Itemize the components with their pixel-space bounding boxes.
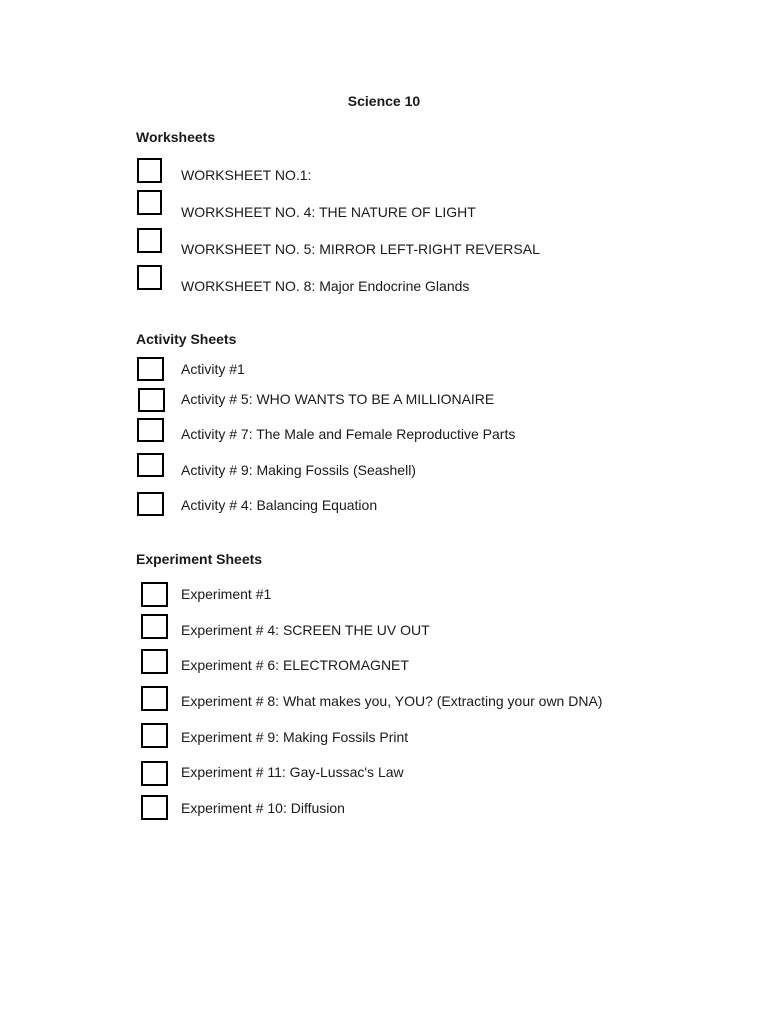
checkbox-experiment-2[interactable]: [141, 614, 168, 639]
checkbox-worksheet-3[interactable]: [137, 228, 162, 253]
item-label-experiment-3: Experiment # 6: ELECTROMAGNET: [181, 657, 409, 673]
checkbox-activity-5[interactable]: [137, 492, 164, 516]
checkbox-worksheet-1[interactable]: [137, 158, 162, 183]
item-label-experiment-7: Experiment # 10: Diffusion: [181, 800, 345, 816]
item-label-experiment-5: Experiment # 9: Making Fossils Print: [181, 729, 409, 745]
checkbox-worksheet-4[interactable]: [137, 265, 162, 290]
checkbox-experiment-3[interactable]: [141, 649, 168, 674]
checkbox-experiment-7[interactable]: [141, 795, 168, 820]
item-label-experiment-4: Experiment # 8: What makes you, YOU? (Extracting your own DNA): [181, 693, 603, 709]
checkbox-experiment-4[interactable]: [141, 686, 168, 711]
item-label-worksheet-4: WORKSHEET NO. 8: Major Endocrine Glands: [181, 278, 470, 294]
item-label-experiment-2: Experiment # 4: SCREEN THE UV OUT: [181, 622, 430, 638]
item-label-experiment-1: Experiment #1: [181, 586, 272, 602]
item-label-worksheet-2: WORKSHEET NO. 4: THE NATURE OF LIGHT: [181, 204, 476, 220]
checkbox-worksheet-2[interactable]: [137, 190, 162, 215]
checkbox-activity-4[interactable]: [137, 453, 164, 477]
checkbox-experiment-5[interactable]: [141, 723, 168, 748]
item-label-activity-3: Activity # 7: The Male and Female Reproductive Parts: [181, 426, 516, 442]
item-label-activity-2: Activity # 5: WHO WANTS TO BE A MILLIONAIRE: [181, 391, 495, 407]
checkbox-activity-3[interactable]: [137, 418, 164, 442]
item-label-activity-4: Activity # 9: Making Fossils (Seashell): [181, 462, 416, 478]
checkbox-activity-2[interactable]: [138, 388, 165, 412]
item-label-worksheet-1: WORKSHEET NO.1:: [181, 167, 312, 183]
section-heading-experiments: Experiment Sheets: [136, 551, 263, 567]
section-heading-worksheets: Worksheets: [136, 129, 216, 145]
item-label-experiment-6: Experiment # 11: Gay-Lussac's Law: [181, 764, 404, 780]
page-title: Science 10: [347, 93, 421, 109]
checkbox-activity-1[interactable]: [137, 357, 164, 381]
checkbox-experiment-1[interactable]: [141, 582, 168, 607]
section-heading-activities: Activity Sheets: [136, 331, 237, 347]
item-label-activity-5: Activity # 4: Balancing Equation: [181, 497, 378, 513]
item-label-worksheet-3: WORKSHEET NO. 5: MIRROR LEFT-RIGHT REVERSAL: [181, 241, 540, 257]
item-label-activity-1: Activity #1: [181, 361, 245, 377]
checkbox-experiment-6[interactable]: [141, 761, 168, 786]
